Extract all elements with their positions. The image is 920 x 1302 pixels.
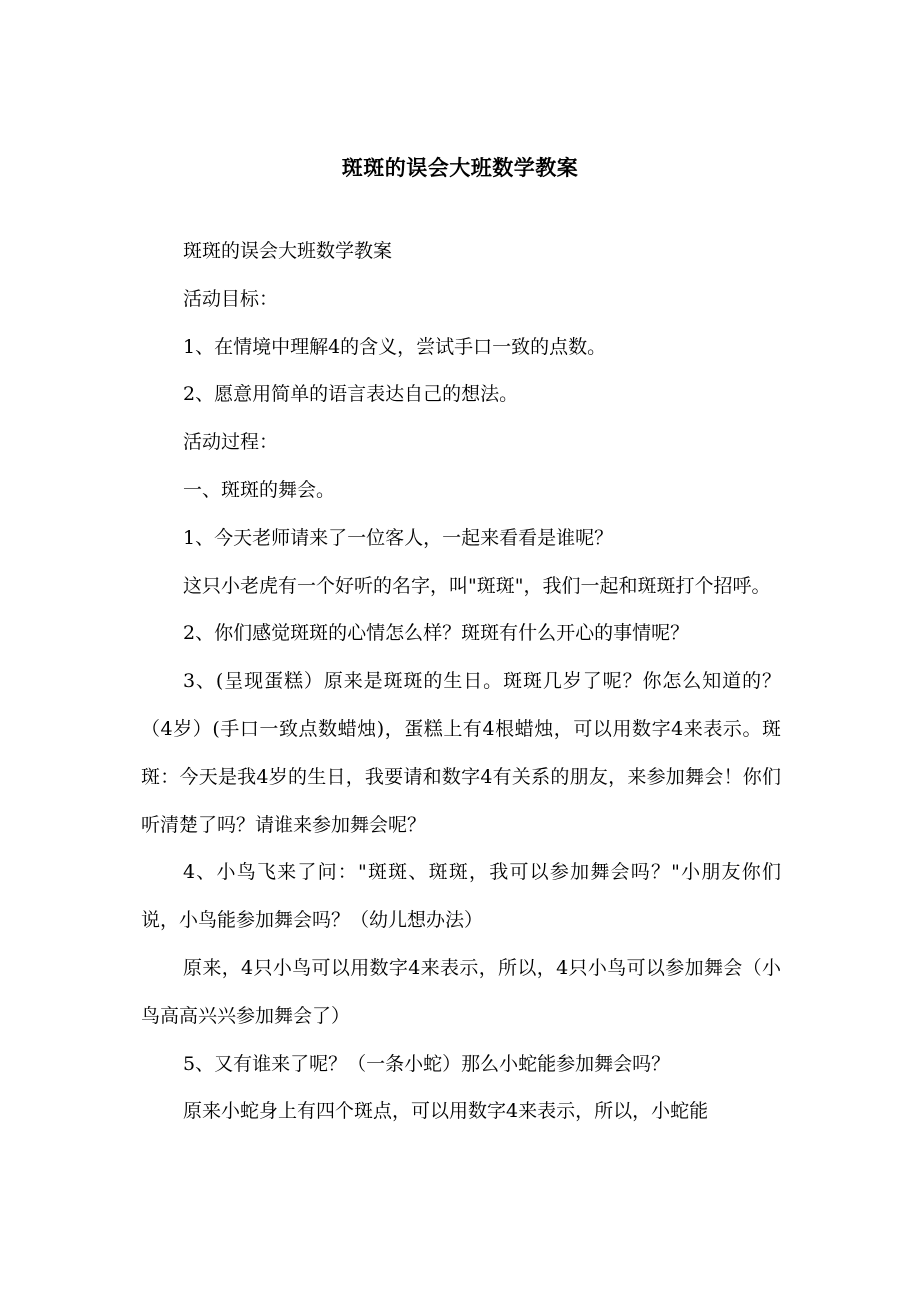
- paragraph: 这只小老虎有一个好听的名字，叫"斑斑"，我们一起和斑斑打个招呼。: [183, 574, 771, 597]
- paragraph: 原来，4只小鸟可以用数字4来表示，所以，4只小鸟可以参加舞会（小鸟高高兴兴参加舞会了）: [141, 956, 781, 1027]
- document-title: 斑斑的误会大班数学教案: [341, 156, 579, 180]
- paragraph: 活动过程：: [183, 431, 279, 454]
- paragraph: 活动目标：: [183, 287, 279, 310]
- paragraph: 原来小蛇身上有四个斑点，可以用数字4来表示，所以，小蛇能: [183, 1100, 709, 1123]
- paragraph: 斑斑的误会大班数学教案: [183, 240, 393, 262]
- paragraph: 一、斑斑的舞会。: [183, 478, 336, 501]
- paragraph: 2、愿意用简单的语言表达自己的想法。: [183, 383, 519, 406]
- paragraph: 5、又有谁来了呢？（一条小蛇）那么小蛇能参加舞会吗？: [183, 1052, 671, 1075]
- paragraph: 1、今天老师请来了一位客人，一起来看看是谁呢？: [183, 526, 614, 549]
- paragraph: 4、小鸟飞来了问："斑斑、斑斑，我可以参加舞会吗？"小朋友你们说，小鸟能参加舞会吗？（幼儿想办法）: [141, 861, 781, 932]
- document-body: [141, 228, 781, 1136]
- paragraph: 3、(呈现蛋糕）原来是斑斑的生日。斑斑几岁了呢？你怎么知道的？（4岁）(手口一致点数蜡烛)，蛋糕上有4根蜡烛，可以用数字4来表示。斑斑：今天是我4岁的生日，我要请和数字4有关系的朋友，来参加舞会！你们听清楚了吗？请谁来参加舞会呢？: [141, 670, 781, 836]
- paragraph: 2、你们感觉斑斑的心情怎么样？斑斑有什么开心的事情呢？: [183, 622, 690, 645]
- paragraph: 1、在情境中理解4的含义，尝试手口一致的点数。: [183, 335, 607, 358]
